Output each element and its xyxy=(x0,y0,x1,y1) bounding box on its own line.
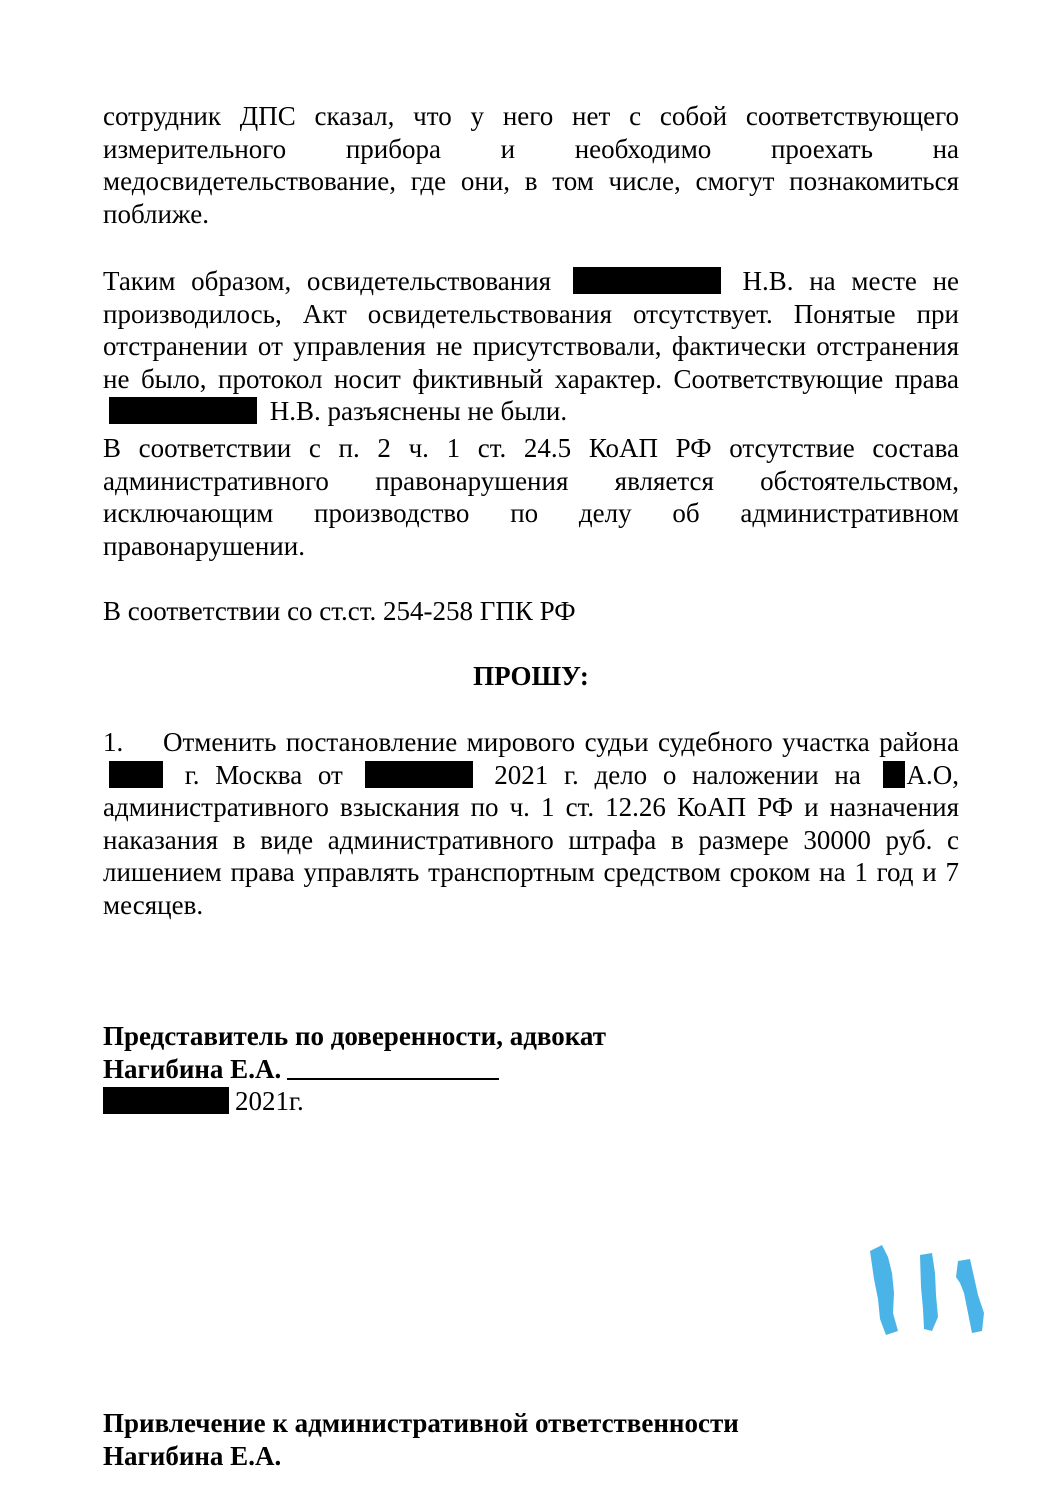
redaction-block xyxy=(109,761,163,788)
signature-line xyxy=(287,1054,499,1080)
paragraph-dps-officer: сотрудник ДПС сказал, что у него нет с собой соответствующего измерительного прибора и необходимо проехать на медосвидетельствование, где они, в том числе, смогут познакомиться поближе. xyxy=(103,101,959,229)
request-heading: ПРОШУ: xyxy=(473,661,589,691)
request-item-part4: А.О, административного взыскания по ч. 1 ст. 12.26 КоАП РФ и назначения наказания в виде административного штрафа в размере 30000 руб. с лишением права управлять транспортным средством сроком на 1 год и 7 месяцев. xyxy=(103,759,960,920)
paragraph-conclusion xyxy=(103,265,959,428)
request-item-part1: Отменить постановление мирового судьи судебного участка района xyxy=(163,727,959,757)
signature-name-line xyxy=(103,1053,959,1086)
blue-seal-logo xyxy=(860,1243,990,1338)
paragraph-conclusion-part2: Н.В. на месте не производилось, Акт освидетельствования отсутствует. Понятые при отстранении от управления не присутствовали, фактически отстранения не было, протокол носит фиктивный характер. Соответствующие права xyxy=(103,266,960,394)
request-item-part2: г. Москва от xyxy=(184,759,343,790)
signature-date-suffix: 2021г. xyxy=(235,1086,304,1116)
redaction-block xyxy=(103,1087,229,1114)
signature-name: Нагибина Е.А. xyxy=(103,1053,282,1084)
paragraph-conclusion-part1: Таким образом, освидетельствования xyxy=(103,266,552,296)
footer-block xyxy=(103,1407,959,1472)
footer-line1: Привлечение к административной ответственности xyxy=(103,1408,739,1438)
request-item-part3: 2021 г. дело о наложении на xyxy=(494,759,861,790)
request-item-1 xyxy=(103,726,959,921)
signature-date-line xyxy=(103,1085,959,1118)
footer-line2: Нагибина Е.А. xyxy=(103,1440,282,1471)
paragraph-gpk-reference: В соответствии со ст.ст. 254-258 ГПК РФ xyxy=(103,596,576,626)
redaction-block xyxy=(883,761,905,788)
signature-title: Представитель по доверенности, адвокат xyxy=(103,1021,606,1051)
paragraph-conclusion-part3: Н.В. разъяснены не были. xyxy=(269,396,568,426)
signature-block xyxy=(103,1020,959,1118)
redaction-block xyxy=(109,397,257,424)
paragraph-koap-reference: В соответствии с п. 2 ч. 1 ст. 24.5 КоАП РФ отсутствие состава административного правонарушения является обстоятельством, исключающим производство по делу об административном правонарушении. xyxy=(103,433,959,561)
redaction-block xyxy=(573,267,721,294)
redaction-block xyxy=(365,761,473,788)
request-item-number: 1. xyxy=(103,727,124,757)
